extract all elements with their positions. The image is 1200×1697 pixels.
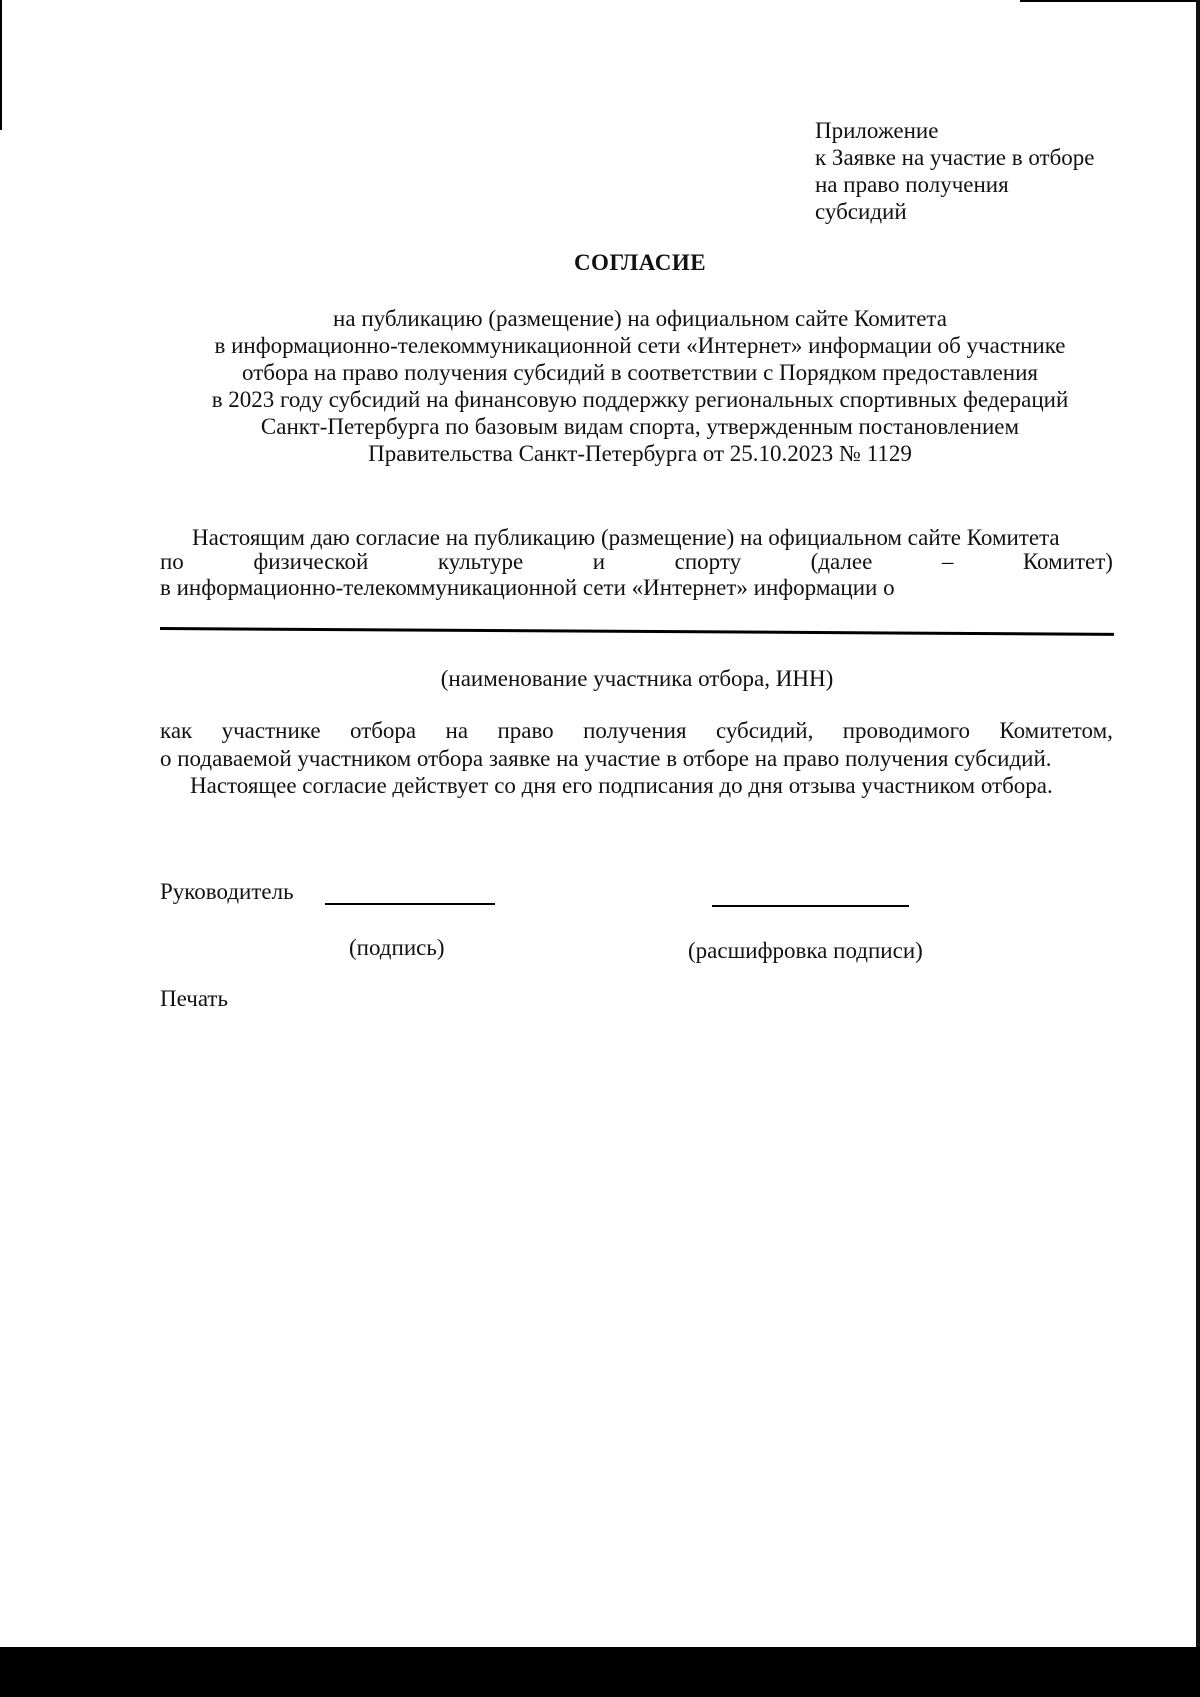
- word: спорту: [674, 549, 742, 574]
- subtitle-line: в 2023 году субсидий на финансовую поддержку региональных спортивных федераций: [211, 387, 1069, 412]
- consent-paragraph-justified-line: [160, 549, 1113, 575]
- word: Комитет): [1022, 549, 1113, 574]
- head-label: Руководитель: [160, 879, 294, 904]
- word: проводимого: [842, 718, 970, 743]
- participant-paragraph-justified-line: [160, 718, 1113, 744]
- word: и: [592, 549, 606, 574]
- word: культуре: [437, 549, 524, 574]
- subtitle-line: в информационно-телекоммуникационной сети «Интернет» информации об участнике: [214, 333, 1066, 358]
- participant-paragraph-line: о подаваемой участником отбора заявке на участие в отборе на право получения субсидий.: [160, 746, 1052, 771]
- participant-name-field[interactable]: [160, 627, 1114, 636]
- word: отбора: [349, 718, 417, 743]
- word: физической: [253, 549, 369, 574]
- scan-top-edge: [1020, 0, 1200, 2]
- consent-paragraph-line: в информационно-телекоммуникационной сети «Интернет» информации о: [160, 575, 895, 600]
- word: право: [497, 718, 554, 743]
- scan-right-edge: [1196, 0, 1200, 1647]
- subtitle-line: Санкт-Петербурга по базовым видам спорта, утвержденным постановлением: [260, 414, 1020, 439]
- word: субсидий,: [715, 718, 814, 743]
- signature-decode-field[interactable]: [712, 905, 909, 907]
- validity-paragraph-line: Настоящее согласие действует со дня его подписания до дня отзыва участником отбора.: [190, 773, 1053, 798]
- signature-field[interactable]: [325, 903, 495, 905]
- word: по: [160, 549, 184, 574]
- subtitle-line: на публикацию (размещение) на официальном сайте Комитета: [333, 306, 947, 331]
- signature-decode-caption: (расшифровка подписи): [688, 938, 923, 963]
- word: (далее: [810, 549, 873, 574]
- word: как: [160, 718, 193, 743]
- word: на: [445, 718, 469, 743]
- document-title: СОГЛАСИЕ: [573, 250, 707, 275]
- word: Комитетом,: [999, 718, 1113, 743]
- word: получения: [583, 718, 687, 743]
- subtitle-line: отбора на право получения субсидий в соответствии с Порядком предоставления: [242, 360, 1038, 385]
- word: –: [941, 549, 954, 574]
- subtitle-line: Правительства Санкт-Петербурга от 25.10.2023 № 1129: [368, 441, 912, 466]
- consent-paragraph-line: Настоящим даю согласие на публикацию (размещение) на официальном сайте Комитета: [192, 525, 1060, 550]
- appendix-note: [815, 117, 1095, 225]
- appendix-line: Приложение: [815, 118, 939, 143]
- document-subtitle: [160, 305, 1120, 467]
- participant-name-caption: (наименование участника отбора, ИНН): [440, 666, 834, 691]
- stamp-label: Печать: [160, 986, 228, 1011]
- scan-left-edge: [0, 0, 2, 130]
- scan-bottom-band: [0, 1647, 1200, 1697]
- appendix-line: субсидий: [815, 199, 907, 224]
- signature-caption: (подпись): [349, 935, 445, 960]
- word: участнике: [221, 718, 321, 743]
- appendix-line: к Заявке на участие в отборе: [815, 145, 1095, 170]
- appendix-line: на право получения: [815, 172, 1009, 197]
